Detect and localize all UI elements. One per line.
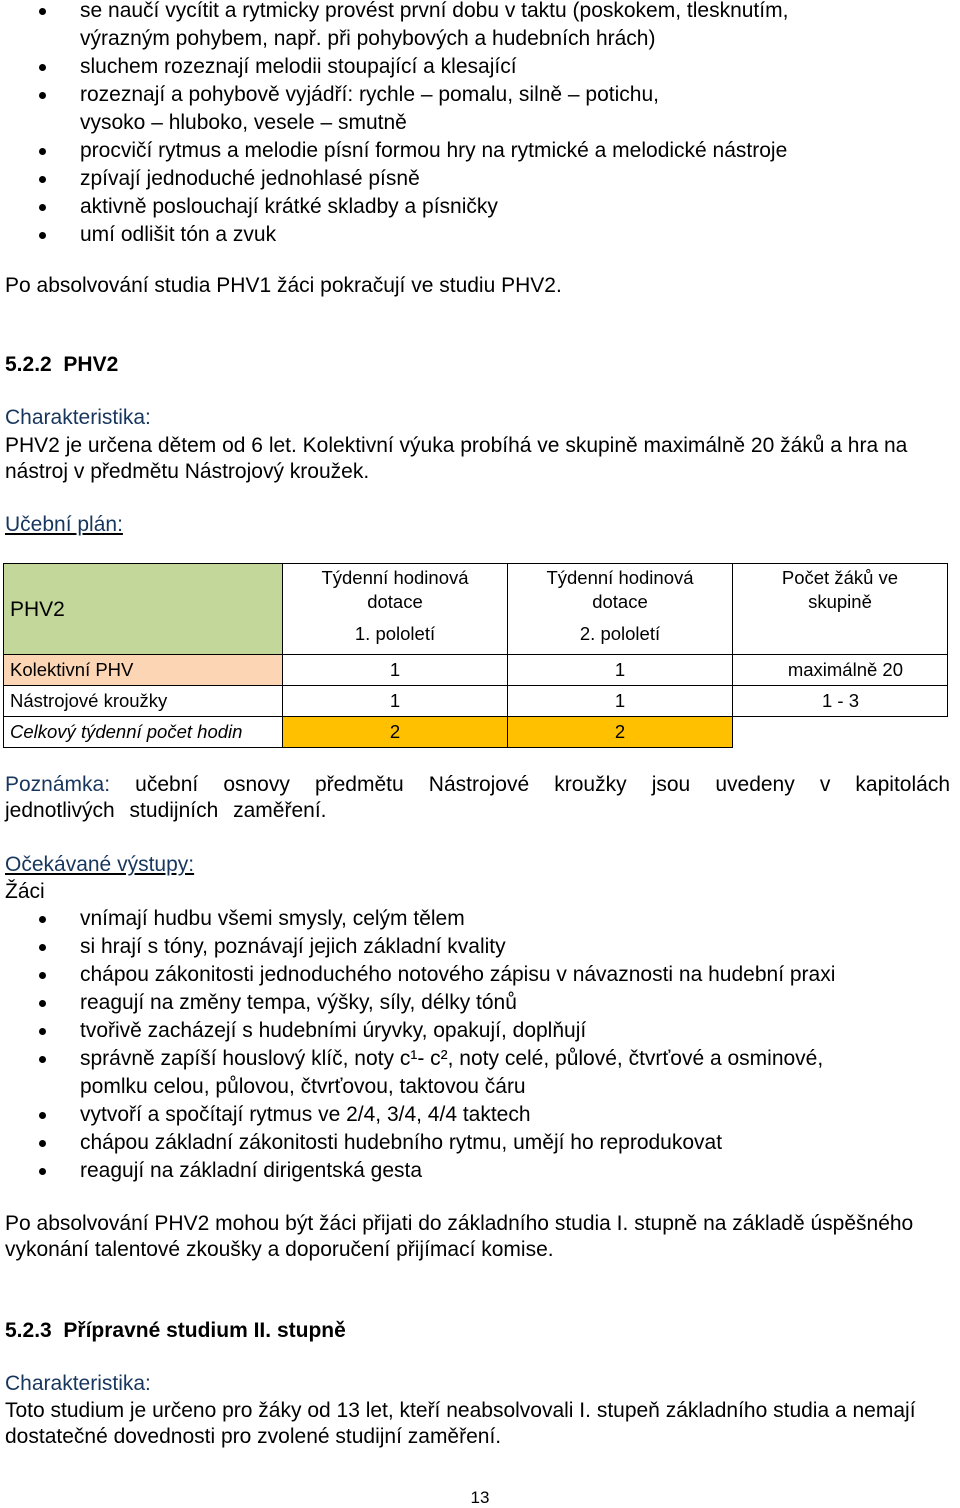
characteristics-label-2: Charakteristika: bbox=[5, 1372, 151, 1395]
study-plan-table bbox=[3, 563, 948, 748]
list-item bbox=[0, 165, 940, 193]
table-row bbox=[4, 686, 948, 717]
bullet-icon bbox=[39, 916, 46, 923]
list-item bbox=[0, 1045, 940, 1101]
phv1-continuation-text: Po absolvování studia PHV1 žáci pokračují ve studiu PHV2. bbox=[5, 274, 562, 297]
list-item bbox=[0, 1101, 940, 1129]
list-item bbox=[0, 933, 940, 961]
bullet-icon bbox=[39, 176, 46, 183]
list-item-text: tvořivě zacházejí s hudebními úryvky, opakují, doplňují bbox=[80, 1019, 587, 1042]
expected-outputs-label-text: Očekávané výstupy: bbox=[5, 853, 195, 876]
row-group-size: maximálně 20 bbox=[733, 655, 948, 686]
expected-outputs-label bbox=[5, 852, 950, 878]
list-item bbox=[0, 905, 940, 933]
study-plan-label bbox=[5, 512, 950, 538]
pupils-label: Žáci bbox=[5, 880, 45, 903]
list-item-text: vysoko – hluboko, vesele – smutně bbox=[80, 111, 407, 134]
total-hours-semester-1: 2 bbox=[283, 717, 508, 748]
bullet-icon bbox=[39, 204, 46, 211]
list-item-text: reagují na změny tempa, výšky, síly, délky tónů bbox=[80, 991, 517, 1014]
list-item bbox=[0, 81, 940, 137]
list-item bbox=[0, 137, 940, 165]
bullet-icon bbox=[39, 1112, 46, 1119]
row-label: Kolektivní PHV bbox=[4, 655, 283, 686]
list-item-text: si hrají s tóny, poznávají jejich základní kvality bbox=[80, 935, 506, 958]
characteristics-text-2: Toto studium je určeno pro žáky od 13 let, kteří neabsolvovali I. stupeň základního studia a nemají dostatečné dovednosti pro zvolené studijní zaměření. bbox=[5, 1399, 916, 1448]
list-item-text: chápou zákonitosti jednoduchého notového zápisu v návaznosti na hudební praxi bbox=[80, 963, 836, 986]
table-corner-cell: PHV2 bbox=[4, 564, 283, 655]
note-text: učební osnovy předmětu Nástrojové kroužky jsou uvedeny v kapitolách jednotlivých studijních zaměření. bbox=[5, 773, 950, 822]
list-item-text: zpívají jednoduché jednohlasé písně bbox=[80, 167, 420, 190]
list-item-text: reagují na základní dirigentská gesta bbox=[80, 1159, 423, 1182]
row-hours-semester-2: 1 bbox=[508, 655, 733, 686]
row-group-size: 1 - 3 bbox=[733, 686, 948, 717]
list-item bbox=[0, 193, 940, 221]
note-paragraph bbox=[5, 772, 950, 824]
list-item bbox=[0, 221, 940, 249]
row-hours-semester-1: 1 bbox=[283, 686, 508, 717]
list-item-text: se naučí vycítit a rytmicky provést první dobu v taktu (poskokem, tlesknutím, bbox=[80, 0, 789, 22]
list-item bbox=[0, 1129, 940, 1157]
expected-outputs-list bbox=[0, 905, 940, 1185]
bullet-icon bbox=[39, 972, 46, 979]
list-item-text: aktivně poslouchají krátké skladby a písničky bbox=[80, 195, 498, 218]
section-title: Přípravné studium II. stupně bbox=[63, 1319, 346, 1342]
bullet-icon bbox=[39, 944, 46, 951]
list-item-text: procvičí rytmus a melodie písní formou hry na rytmické a melodické nástroje bbox=[80, 139, 788, 162]
note-label: Poznámka: bbox=[5, 773, 111, 796]
page-number: 13 bbox=[470, 1488, 490, 1507]
characteristics-label: Charakteristika: bbox=[5, 406, 151, 429]
characteristics-text: PHV2 je určena dětem od 6 let. Kolektivní výuka probíhá ve skupině maximálně 20 žáků a hra na nástroj v předmětu Nástrojový kroužek. bbox=[5, 434, 908, 483]
list-item bbox=[0, 989, 940, 1017]
list-item-text: výrazným pohybem, např. při pohybových a hudebních hrách) bbox=[80, 27, 656, 50]
row-hours-semester-2: 1 bbox=[508, 686, 733, 717]
bullet-icon bbox=[39, 92, 46, 99]
table-row bbox=[4, 655, 948, 686]
table-header-row bbox=[4, 564, 948, 655]
phv2-continuation-text: Po absolvování PHV2 mohou být žáci přijati do základního studia I. stupně na základě úspěšného vykonání talentové zkoušky a doporučení přijímací komise. bbox=[5, 1212, 914, 1261]
bullet-icon bbox=[39, 1168, 46, 1175]
table-total-row bbox=[4, 717, 948, 748]
row-label: Nástrojové kroužky bbox=[4, 686, 283, 717]
list-item bbox=[0, 53, 940, 81]
row-hours-semester-1: 1 bbox=[283, 655, 508, 686]
learning-outcomes-list-phv1 bbox=[0, 0, 940, 249]
empty-cell bbox=[733, 717, 948, 748]
list-item-text: sluchem rozeznají melodii stoupající a klesající bbox=[80, 55, 517, 78]
list-item bbox=[0, 1157, 940, 1185]
section-number: 5.2.3 bbox=[5, 1319, 52, 1342]
bullet-icon bbox=[39, 232, 46, 239]
bullet-icon bbox=[39, 1140, 46, 1147]
list-item-text: vnímají hudbu všemi smysly, celým tělem bbox=[80, 907, 465, 930]
header-semester-1: Týdenní hodinová dotace 1. pololetí bbox=[283, 564, 508, 655]
bullet-icon bbox=[39, 148, 46, 155]
bullet-icon bbox=[39, 64, 46, 71]
bullet-icon bbox=[39, 8, 46, 15]
list-item bbox=[0, 961, 940, 989]
header-group-size: Počet žáků ve skupině bbox=[733, 564, 948, 655]
study-plan-label-text: Učební plán: bbox=[5, 513, 123, 536]
total-label: Celkový týdenní počet hodin bbox=[4, 717, 283, 748]
section-number: 5.2.2 bbox=[5, 353, 52, 376]
bullet-icon bbox=[39, 1028, 46, 1035]
bullet-icon bbox=[39, 1000, 46, 1007]
list-item-text: vytvoří a spočítají rytmus ve 2/4, 3/4, 4/4 taktech bbox=[80, 1103, 531, 1126]
list-item bbox=[0, 1017, 940, 1045]
header-semester-2: Týdenní hodinová dotace 2. pololetí bbox=[508, 564, 733, 655]
list-item-text: chápou základní zákonitosti hudebního rytmu, umějí ho reprodukovat bbox=[80, 1131, 723, 1154]
section-title: PHV2 bbox=[63, 353, 119, 376]
bullet-icon bbox=[39, 1056, 46, 1063]
list-item-text: umí odlišit tón a zvuk bbox=[80, 223, 277, 246]
section-heading-522 bbox=[5, 352, 950, 378]
list-item-text: správně zapíší houslový klíč, noty c¹- c², noty celé, půlové, čtvrťové a osminové, bbox=[80, 1047, 824, 1070]
list-item-text: pomlku celou, půlovou, čtvrťovou, taktovou čáru bbox=[80, 1075, 526, 1098]
list-item bbox=[0, 0, 940, 53]
list-item-text: rozeznají a pohybově vyjádří: rychle – pomalu, silně – potichu, bbox=[80, 83, 659, 106]
total-hours-semester-2: 2 bbox=[508, 717, 733, 748]
section-heading-523 bbox=[5, 1318, 950, 1344]
